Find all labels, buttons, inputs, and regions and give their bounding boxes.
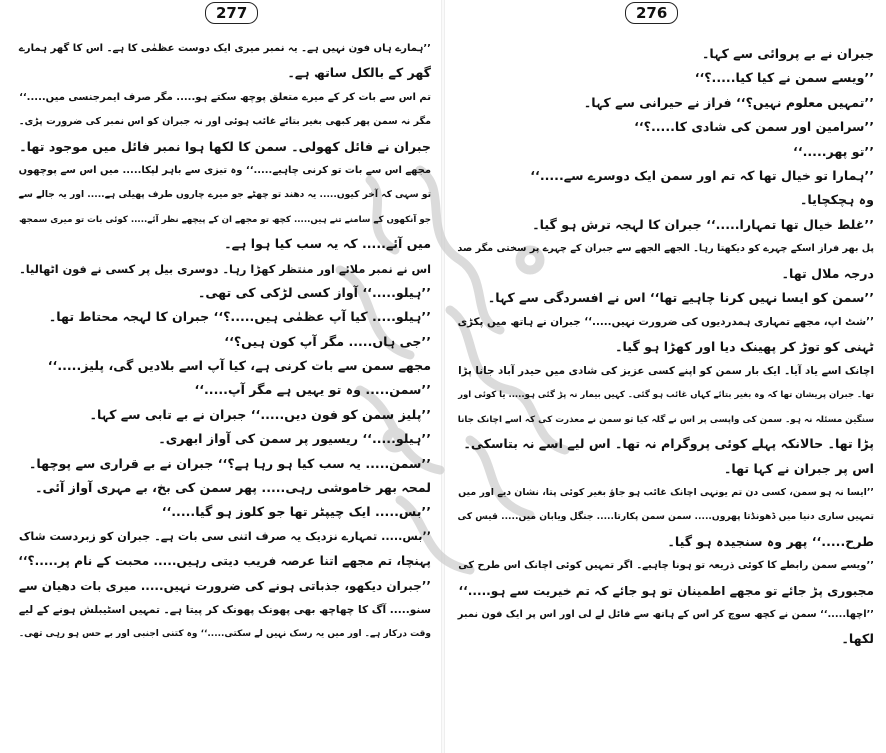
text-line: تھا۔ جبران پریشان تھا کہ وہ بغیر بتائے کہاں غائب ہو گئی۔ کہیں بیمار نہ پڑ گئی ہو..... یا کوئی اور (458, 390, 874, 401)
text-line: پڑا تھا۔ حالانکہ پہلے کوئی پروگرام نہ تھا۔ اس لیے اسے نہ بتاسکی۔ (463, 436, 874, 452)
page-number-right: 276 (625, 2, 678, 24)
text-line: ’’ہیلو.....‘‘ آواز کسی لڑکی کی تھی۔ (198, 284, 431, 300)
text-line: پل بھر فراز اسکے چہرے کو دیکھتا رہا۔ الجھے الجھے سے جبران کے چہرے پر سختی مگر صد (457, 243, 874, 255)
text-line: درجہ ملال تھا۔ (781, 265, 874, 281)
text-line: تمہیں ساری دنیا میں ڈھونڈتا پھروں..... سمن سمن پکارتا..... جنگل ویابان میں..... قیس کی (457, 512, 874, 523)
text-line: ’’سمن..... یہ سب کیا ہو رہا ہے؟‘‘ جبران نے بے قراری سے پوچھا۔ (29, 455, 431, 471)
text-line: ’’تمہیں معلوم نہیں؟‘‘ فراز نے حیرانی سے کہا۔ (583, 94, 874, 110)
text-line: ’’سمن کو ایسا نہیں کرنا چاہیے تھا‘‘ اس نے افسردگی سے کہا۔ (487, 289, 874, 305)
text-line: اچانک اسے یاد آیا۔ ایک بار سمن کو اپنے کسی عزیز کی شادی میں حیدر آباد جانا پڑا (458, 365, 874, 378)
text-line: ’’ایسا نہ ہو سمن، کسی دن تم یونہی اچانک غائب ہو جاؤ بغیر کوئی پتا، نشان دیے اور میں (458, 487, 874, 499)
text-line: ’’ہمارے ہاں فون نہیں ہے۔ یہ نمبر میری ایک دوست عظمٰی کا ہے۔ اس کا گھر ہمارے (18, 43, 431, 54)
right-page-text (449, 42, 874, 652)
text-line: ’’ویسے سمن نے کیا کیا.....؟‘‘ (694, 70, 874, 86)
text-line: ’’بس..... ایک چیپٹر تھا جو کلوز ہو گیا.....‘‘ (161, 504, 431, 520)
text-line: اس نے نمبر ملائے اور منتظر کھڑا رہا۔ دوسری بیل پر کسی نے فون اٹھالیا۔ (19, 261, 431, 276)
text-line: تو سہی کہ آخر کیوں..... یہ دھند تو چھٹے جو میرے چاروں طرف پھیلی ہے..... اور یہ جالے سے (18, 190, 431, 201)
text-line: ’’ہیلو.....‘‘ ریسیور پر سمن کی آواز ابھری۔ (158, 431, 431, 447)
text-line: میں آئے..... کہ یہ سب کیا ہوا ہے۔ (224, 236, 431, 252)
text-line: ’’ہمارا تو خیال تھا کہ تم اور سمن ایک دوسرے سے.....‘‘ (530, 167, 874, 183)
text-line: مگر نہ سمن پھر کبھی بغیر بتائے غائب ہوئی اور نہ جبران کو اس نمبر کی ضرورت پڑی۔ (18, 116, 431, 128)
text-line: ’’ویسے سمن رابطے کا کوئی ذریعہ تو ہونا چاہیے۔ اگر تمہیں کوئی اچانک اس طرح کی (458, 560, 874, 572)
text-line: مجھے سمن سے بات کرنی ہے، کیا آپ اسے بلادیں گی، پلیز.....‘‘ (47, 358, 431, 374)
text-line: ٹہنی کو توڑ کر پھینک دیا اور کھڑا ہو گیا۔ (615, 338, 874, 354)
text-line: پہنچا، تم مجھے اتنا عرصہ فریب دیتی رہیں..... محبت کے نام پر.....؟‘‘ (18, 554, 431, 569)
text-line: ’’سرامین اور سمن کی شادی کا.....؟‘‘ (634, 119, 874, 135)
text-line: جبران نے بے پروائی سے کہا۔ (701, 46, 874, 61)
text-line: مجھے اس سے بات تو کرنی چاہیے.....‘‘ وہ تیزی سے باہر لپکا..... میں اس سے پوچھوں (18, 164, 431, 176)
page-number-left: 277 (205, 2, 258, 24)
text-line: وہ ہچکچایا۔ (799, 192, 874, 208)
text-line: جبران نے فائل کھولی۔ سمن کا لکھا ہوا نمبر فائل میں موجود تھا۔ (19, 138, 431, 154)
right-page (443, 0, 886, 753)
text-line: ’’جی ہاں..... مگر آپ کون ہیں؟‘‘ (224, 333, 431, 349)
text-line: وقت درکار ہے۔ اور میں یہ رسک نہیں لے سکتی.....‘‘ وہ کتنی اجنبی اور بے حس ہو رہی تھی۔ (18, 629, 431, 640)
text-line: جو آنکھوں کے سامنے تنے ہیں..... کچھ تو مجھے ان کے پیچھے نظر آئے..... کوئی بات تو میری سمجھ (19, 214, 431, 225)
text-line: لکھا۔ (841, 631, 874, 647)
text-line: لمحہ بھر خاموشی رہی..... پھر سمن کی بخ، بے مہری آواز آئی۔ (35, 480, 431, 496)
left-page-text (10, 37, 431, 647)
text-line: اس پر جبران نے کہا تھا۔ (724, 460, 874, 476)
text-line: سنو..... آگ کا چھاچھ بھی پھونک پھونک کر پیتا ہے۔ تمہیں اسٹیبلش ہونے کے لیے (18, 603, 431, 616)
text-line: مجبوری پڑ جائے تو مجھے اطمینان تو ہو جائے کہ تم خیریت سے ہو.....‘‘ (458, 583, 874, 598)
text-line: تم اس سے بات کر کے میرے متعلق پوچھ سکتے ہو..... مگر صرف ایمرجنسی میں.....‘‘ (19, 91, 431, 103)
text-line: ’’جبران دیکھو، جذباتی ہونے کی ضرورت نہیں..... میری بات دھیان سے (18, 578, 431, 593)
text-line: ’’تو پھر.....‘‘ (793, 143, 874, 159)
text-line: ’’پلیز سمن کو فون دیں.....‘‘ جبران نے بے تابی سے کہا۔ (89, 406, 431, 422)
text-line: ’’بس..... تمہارے نزدیک یہ صرف اتنی سی بات ہے۔ جبران کو زبردست شاک (18, 529, 431, 543)
text-line: ’’سمن..... وہ تو یہیں ہے مگر آپ.....‘‘ (194, 382, 431, 398)
text-line: ’’ہیلو..... کیا آپ عظمٰی ہیں.....؟‘‘ جبران کا لہجہ محتاط تھا۔ (48, 309, 431, 325)
text-line: گھر کے بالکل ساتھ ہے۔ (287, 65, 431, 81)
text-line: طرح.....‘‘ پھر وہ سنجیدہ ہو گیا۔ (667, 533, 874, 549)
text-line: ’’اچھا.....‘‘ سمن نے کچھ سوچ کر اس کے ہاتھ سے فائل لے لی اور اس پر ایک فون نمبر (457, 608, 874, 620)
text-line: ’’شٹ اپ، مجھے تمہاری ہمدردیوں کی ضرورت نہیں.....‘‘ جبران نے ہاتھ میں پکڑی (457, 316, 874, 329)
text-line: ’’غلط خیال تھا تمہارا.....‘‘ جبران کا لہجہ ترش ہو گیا۔ (532, 216, 874, 232)
text-line: سنگین مسئلہ نہ ہو۔ سمن کی واپسی پر اس نے گلہ کیا تو سمن نے معذرت کی کہ اسے اچانک جانا (457, 414, 874, 425)
